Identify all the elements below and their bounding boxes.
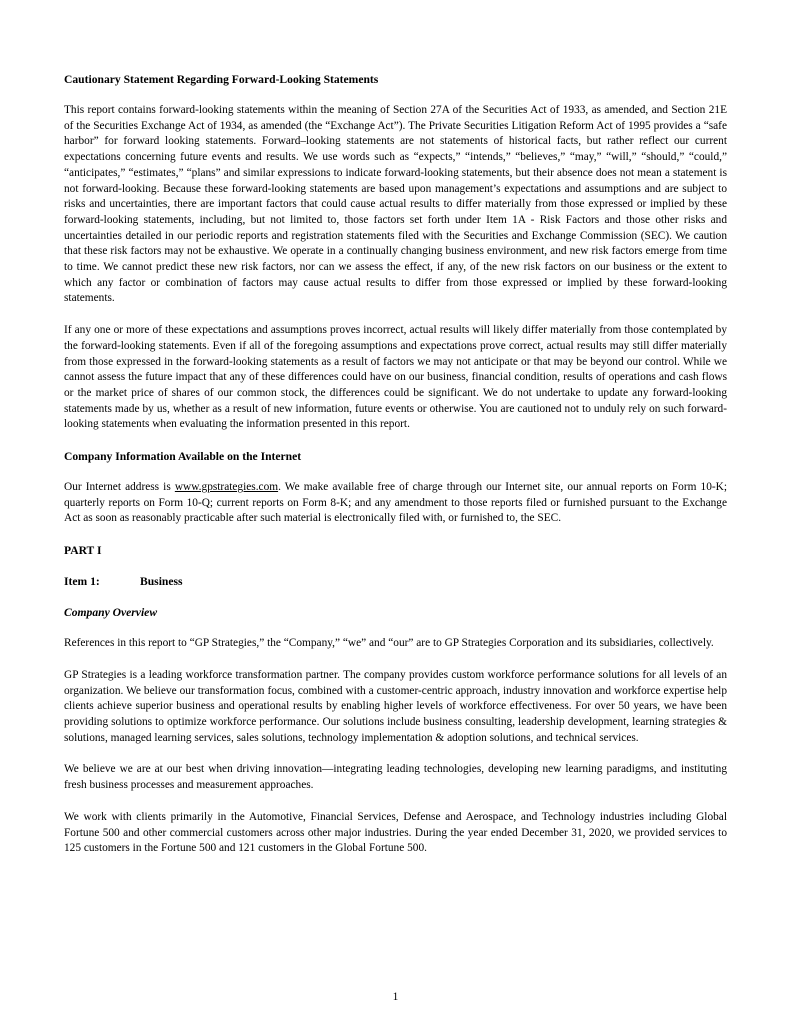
document-page [64, 72, 727, 857]
overview-paragraph-2: GP Strategies is a leading workforce transformation partner. The company provides custom workforce performance solutions for all levels of an organization. We believe our transformation focus, combined with a customer-centric approach, industry innovation and workforce expertise help clients achieve superior business and operational results by enabling higher levels of workforce effectiveness. For over 50 years, we have been providing solutions to optimize workforce performance. Our solutions include business consulting, leadership development, learning strategies & solutions, managed learning services, sales solutions, technology implementation & adoption solutions, and technical services. [64, 668, 727, 744]
part-heading: PART I [64, 544, 102, 558]
overview-paragraph-3: We believe we are at our best when driving innovation—integrating leading technologies, developing new learning paradigms, and instituting fresh business processes and measurement approaches. [64, 763, 727, 792]
item-number: Item 1: [64, 575, 100, 589]
website-link[interactable]: www.gpstrategies.com [174, 481, 279, 494]
page-number: 1 [392, 991, 399, 1003]
company-overview-heading: Company Overview [64, 606, 158, 620]
forward-looking-paragraph-1: This report contains forward-looking statements within the meaning of Section 27A of the Securities Act of 1933, as amended, and Section 21E of the Securities Exchange Act of 1934, as amended (the “Exchange Act”). The Private Securities Litigation Reform Act of 1995 provides a “safe harbor” for forward looking statements. Forward–looking statements are not statements of historical facts, but rather reflect our current expectations concerning future events and results. We use words such as “expects,” “intends,” “believes,” “may,” “will,” “should,” “could,” “anticipates,” “estimates,” “plans” and similar expressions to indicate forward-looking statements, but their absence does not mean a statement is not forward-looking. Because these forward-looking statements are based upon management’s expectations and assumptions and are subject to risks and uncertainties, there are important factors that could cause actual results to differ materially from those expressed or implied by these forward-looking statements, including, but not limited to, those factors set forth under Item 1A - Risk Factors and those other risks and uncertainties detailed in our periodic reports and registration statements filed with the Securities and Exchange Commission (SEC). We caution that these risk factors may not be exhaustive. We operate in a continually changing business environment, and new risk factors emerge from time to time. We cannot predict these new risk factors, nor can we assess the effect, if any, of the new risk factors on our business or the extent to which any factor or combination of factors may cause actual results to differ from those expressed or implied by these forward-looking statements. [64, 104, 727, 305]
internet-info-heading: Company Information Available on the Internet [64, 450, 302, 464]
item-title: Business [140, 575, 183, 589]
item-heading [64, 574, 727, 590]
forward-looking-heading: Cautionary Statement Regarding Forward-Looking Statements [64, 73, 379, 86]
forward-looking-paragraph-2: If any one or more of these expectations and assumptions proves incorrect, actual results will likely differ materially from those contemplated by the forward-looking statements. Even if all of the foregoing assumptions and expectations prove correct, actual results may still differ materially from those expressed in the forward-looking statements as a result of factors we may not anticipate or that may be beyond our control. While we cannot assess the future impact that any of these differences could have on our business, financial condition, results of operations and cash flows or the market price of shares of our common stock, the differences could be significant. We do not undertake to update any forward-looking statements made by us, whether as a result of new information, future events or otherwise. You are cautioned not to unduly rely on such forward-looking statements when evaluating the information presented in this report. [64, 324, 727, 431]
overview-paragraph-1: References in this report to “GP Strategies,” the “Company,” “we” and “our” are to GP Strategies Corporation and its subsidiaries, collectively. [64, 637, 714, 650]
overview-paragraph-4: We work with clients primarily in the Automotive, Financial Services, Defense and Aerospace, and Technology industries including Global Fortune 500 and other commercial customers across other major industries. During the year ended December 31, 2020, we provided services to 125 customers in the Fortune 500 and 121 customers in the Global Fortune 500. [64, 810, 727, 855]
internet-text-before: Our Internet address is [64, 481, 175, 494]
internet-text-after: . We make available free of charge through our Internet site, our annual reports on Form 10-K; quarterly reports on Form 10-Q; current reports on Form 8-K; and any amendment to those reports filed or furnished pursuant to the Exchange Act as soon as reasonably practicable after such material is electronically filed with, or furnished to, the SEC. [64, 481, 727, 525]
internet-info-paragraph [64, 480, 727, 527]
